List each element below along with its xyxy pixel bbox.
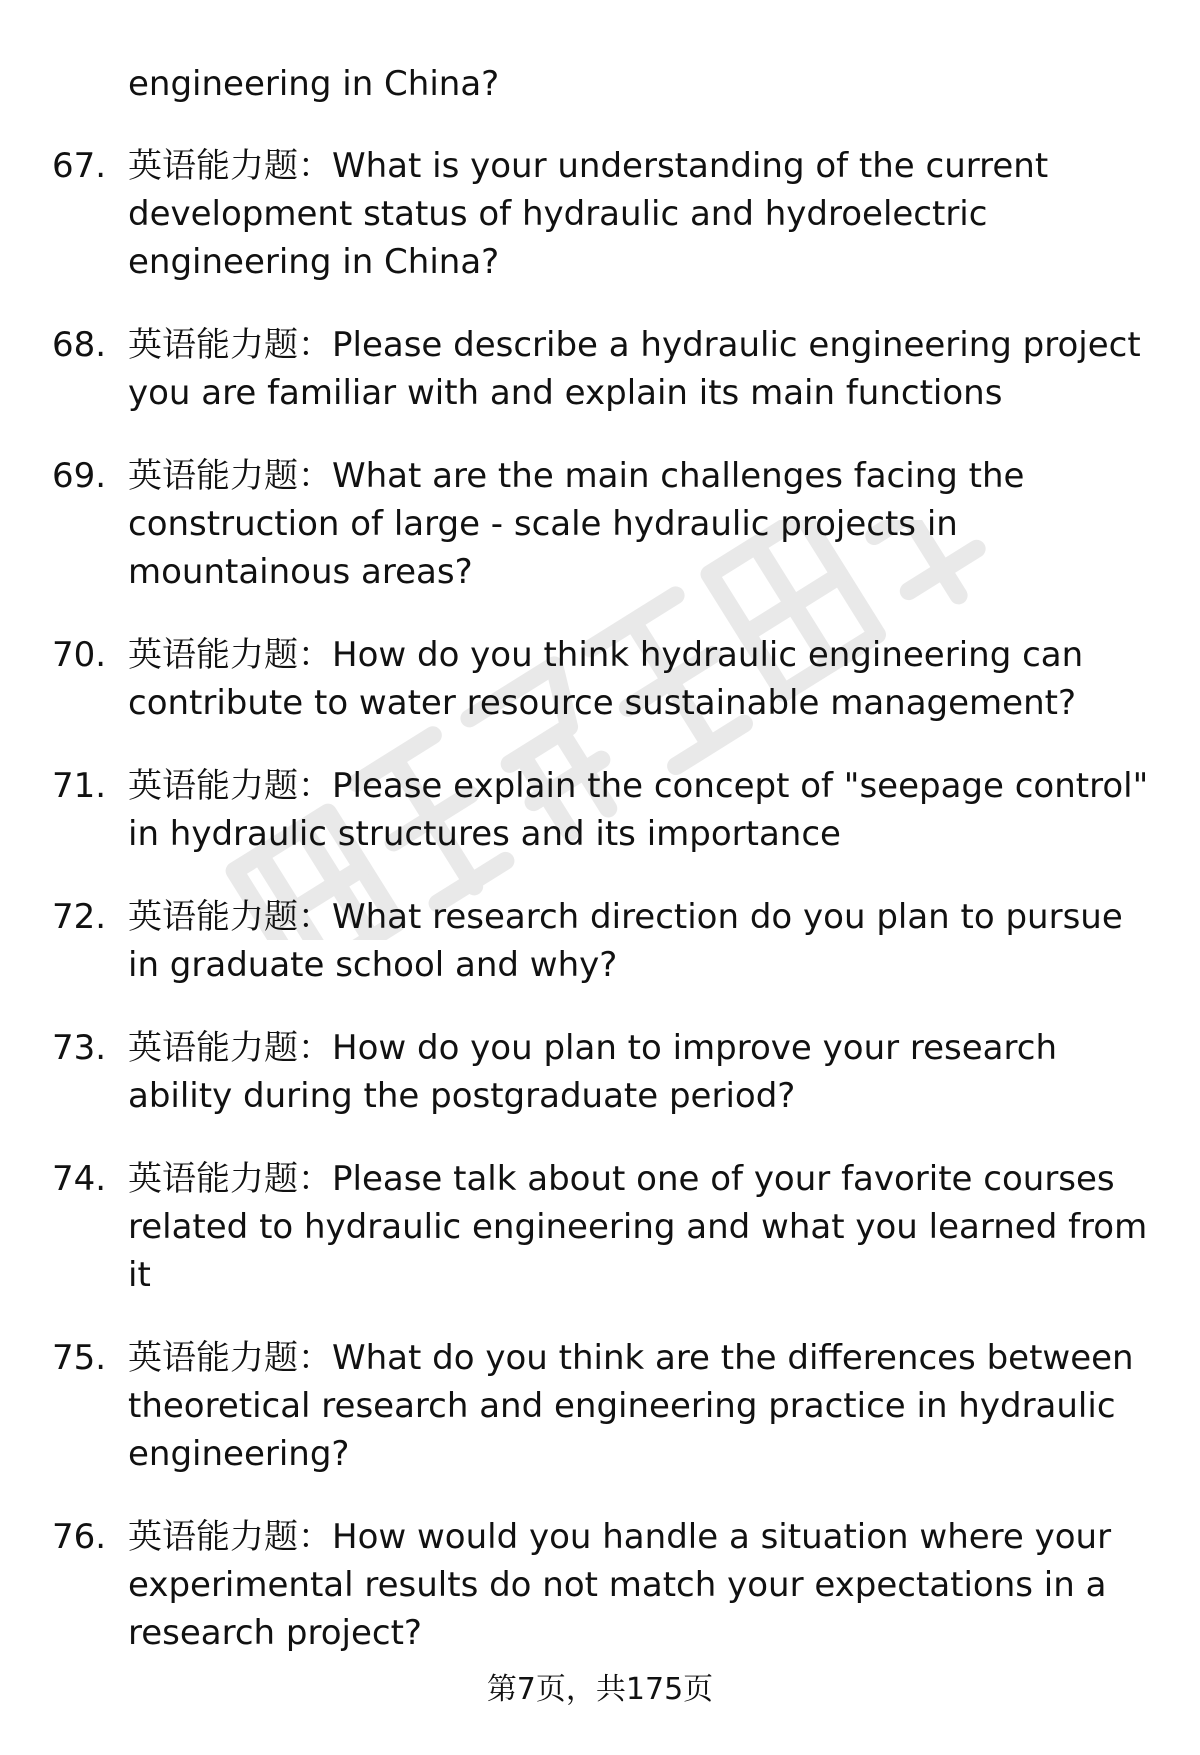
question-label: 英语能力题： — [128, 635, 332, 675]
question-item — [0, 142, 1200, 286]
question-body — [128, 1513, 1158, 1657]
question-number: 74. — [52, 1159, 107, 1199]
question-label: 英语能力题： — [128, 1028, 332, 1068]
question-number: 68. — [52, 325, 107, 365]
question-body — [128, 1334, 1158, 1478]
continued-question-text: engineering in China? — [128, 64, 500, 104]
question-text: What do you think are the differences between theoretical research and engineering practice in hydraulic engineering? — [128, 1338, 1134, 1474]
question-text: Please explain the concept of "seepage control" in hydraulic structures and its importance — [128, 766, 1149, 854]
question-label: 英语能力题： — [128, 456, 332, 496]
question-text: Please talk about one of your favorite courses related to hydraulic engineering and what you learned from it — [128, 1159, 1148, 1295]
question-label: 英语能力题： — [128, 766, 332, 806]
question-item — [0, 1513, 1200, 1657]
question-text: How do you think hydraulic engineering can contribute to water resource sustainable management? — [128, 635, 1084, 723]
question-text: How would you handle a situation where your experimental results do not match your expectations in a research project? — [128, 1517, 1112, 1653]
question-number: 72. — [52, 897, 107, 937]
question-item — [0, 631, 1200, 727]
question-label: 英语能力题： — [128, 1338, 332, 1378]
question-item — [0, 1024, 1200, 1120]
page-footer: 第7页，共175页 — [486, 1672, 714, 1707]
question-label: 英语能力题： — [128, 1517, 332, 1557]
question-body — [128, 452, 1158, 596]
question-item — [0, 1155, 1200, 1299]
question-item — [0, 762, 1200, 858]
question-number: 69. — [52, 456, 107, 496]
question-body — [128, 1024, 1158, 1120]
question-label: 英语能力题： — [128, 146, 332, 186]
question-number: 70. — [52, 635, 107, 675]
question-body — [128, 893, 1158, 989]
question-text: What is your understanding of the current development status of hydraulic and hydroelectric engineering in China? — [128, 146, 1049, 282]
question-number: 67. — [52, 146, 107, 186]
question-text: How do you plan to improve your research ability during the postgraduate period? — [128, 1028, 1057, 1116]
question-item — [0, 452, 1200, 596]
question-item — [0, 1334, 1200, 1478]
question-text: Please describe a hydraulic engineering project you are familiar with and explain its main functions — [128, 325, 1141, 413]
question-list — [0, 142, 1200, 1692]
question-body — [128, 1155, 1158, 1299]
question-item — [0, 893, 1200, 989]
question-number: 75. — [52, 1338, 107, 1378]
question-label: 英语能力题： — [128, 897, 332, 937]
question-label: 英语能力题： — [128, 325, 332, 365]
question-body — [128, 762, 1158, 858]
question-text: What research direction do you plan to pursue in graduate school and why? — [128, 897, 1123, 985]
question-number: 71. — [52, 766, 107, 806]
question-number: 76. — [52, 1517, 107, 1557]
question-body — [128, 631, 1158, 727]
question-body — [128, 142, 1158, 286]
question-text: What are the main challenges facing the construction of large - scale hydraulic projects in mountainous areas? — [128, 456, 1025, 592]
question-body — [128, 321, 1158, 417]
question-label: 英语能力题： — [128, 1159, 332, 1199]
question-item — [0, 321, 1200, 417]
question-number: 73. — [52, 1028, 107, 1068]
